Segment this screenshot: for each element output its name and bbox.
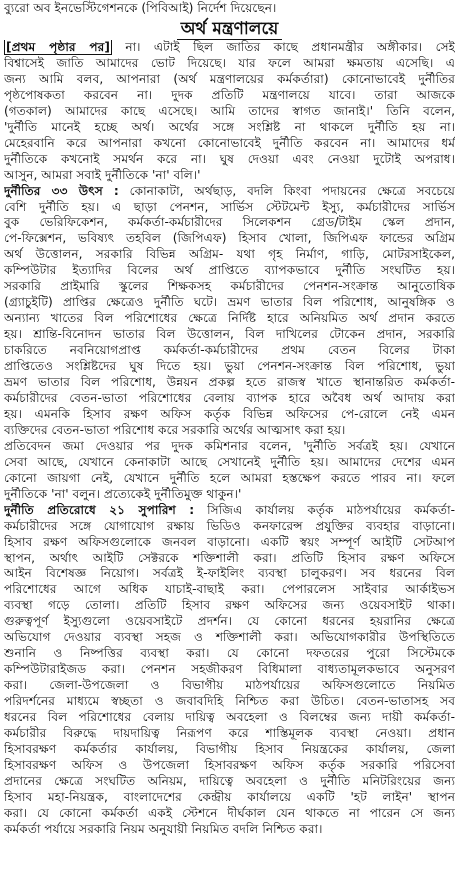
paragraph-intro [4, 40, 455, 184]
text-line [4, 662, 455, 678]
text-line-content: আসুন, আমরা সবাই দুর্নীতিকে 'না' বলি।' [4, 167, 201, 182]
text-line [4, 726, 455, 742]
subheading-corruption-sources: দুর্নীতির ৩৩ উৎস : [4, 183, 119, 198]
text-line-content: অভিযোগ দেওয়ার ব্যবস্থা সহজ ও শক্তিশালী করা। অভিযোগকারীর উপস্থিতিতে [4, 630, 455, 645]
text-line-content: বিশ্বাসেই জাতি আমাদের ভোট দিয়েছে। যার ফলে আমরা ক্ষমতায় এসেছি। এ [4, 55, 455, 70]
text-line [4, 215, 455, 231]
subheading-recommendations: দুর্নীতি প্রতিরোধে ২১ সুপারিশ : [4, 502, 195, 517]
text-line-content: হিসাবরক্ষণ অফিস ও উপজেলা হিসাবরক্ষণ অফিস কর্তৃক সরকারি পরিসেবা [4, 757, 455, 772]
text-line-content: সিজিএ কার্যালয় কর্তৃক মাঠপর্যায়ের কর্মকর্তা- [194, 502, 455, 517]
text-line-content: কোনাকাটা, অর্থছাড়, বদলি কিংবা পদায়নের ক্ষেত্রে সবচেয়ে [118, 183, 455, 198]
text-line-content: কম্পিউটার ইত্যাদির বিলের অর্থ প্রাপ্তিতে ব্যাপকভাবে দুর্নীতি সংঘটিত হয়। [4, 263, 455, 278]
text-line [4, 247, 455, 263]
text-line-content: জন্য আমি বলব, আপনারা (অর্থ মন্ত্রণালয়ের কর্মকর্তারা) কোনোভাবেই দুর্নীতির [4, 71, 455, 86]
text-line-content: কোনো জায়গা নেই, যেখানে দুর্নীতি হলে আমরা হস্তক্ষেপ করতে পারব না। ফলে [4, 470, 455, 485]
text-line [4, 471, 455, 487]
text-line [4, 742, 455, 758]
text-line [4, 535, 455, 551]
text-line [4, 646, 455, 662]
text-line-content: স্থাপন, অর্থাৎ আইটি সেক্টরকে শক্তিশালী করা। প্রতিটি হিসাব রক্ষণ অফিসে [4, 550, 455, 565]
text-line-content: দুর্নীতিকে কখনোই সমর্থন করে না। ঘুষ দেওয়া এবং নেওয়া দুটোই অপরাধ। [4, 151, 455, 166]
text-line [4, 184, 455, 200]
text-line [4, 152, 455, 168]
text-line-content: বেশি দুর্নীতি হয়। এ ছাড়া পেনশন, সার্ভিস স্টেটমেন্ট ইস্যু, কর্মচারীদের সার্ভিস [4, 199, 455, 214]
text-line [4, 758, 455, 774]
text-line [4, 566, 455, 582]
text-line [4, 200, 455, 216]
text-line-content: প্রাপ্তিতেও সংশ্লিষ্টদের ঘুষ দিতে হয়। ভুয়া পেনশন-সংক্রান্ত বিল পরিশোধ, ভুয়া [4, 359, 455, 374]
text-line-content: 'দুর্নীতি মানেই হচ্ছে অর্থ। অর্থের সঙ্গে সংশ্লিষ্ট না থাকলে দুর্নীতি হয় না। [4, 119, 455, 134]
text-line [4, 455, 455, 471]
text-line-content: বুক ভেরিফিকেশন, কর্মকর্তা-কর্মচারীদের সিলেকশন গ্রেড/টাইম স্কেল প্রদান, [4, 215, 455, 230]
text-line-content: কর্মচারীর বিরুদ্ধে দায়দায়িত্ব নিরূপণ করে শাস্তিমূলক ব্যবস্থা নেওয়া। প্রধান [4, 725, 455, 740]
text-line [4, 56, 455, 72]
text-line-content: করা। যে কোনো কর্মকর্তা একই স্টেশনে দীর্ঘকাল যেন থাকতে না পারেন সে জন্য [4, 805, 455, 820]
text-line [4, 343, 455, 359]
text-line-content: প্রতিবেদন জমা দেওয়ার পর দুদক কমিশনার বলেন, 'দুর্নীতি সর্বত্রই হয়। যেখানে [4, 438, 455, 453]
text-line [4, 327, 455, 343]
text-line [4, 551, 455, 567]
text-line [4, 136, 455, 152]
continued-from-tag: [প্রথম পৃষ্ঠার পর] [6, 40, 110, 54]
text-line-content: ধরনের বিল পরিশোধের বেলায় দায়িত্ব অবহেলা ও বিলম্বের জন্য দায়ী কর্মকর্তা- [4, 710, 455, 725]
text-line [4, 598, 455, 614]
text-line [4, 790, 455, 806]
text-line-content: অন্যান্য খাতের বিল পরিশোধের ক্ষেত্রে নির্দিষ্ট হারে অনিয়মিত অর্থ প্রদান করতে [4, 311, 455, 326]
text-line [4, 774, 455, 790]
text-line-content: চাকরিতে নবনিয়োগপ্রাপ্ত কর্মকর্তা-কর্মচারীদের প্রথম বেতন বিলের টাকা [4, 343, 455, 358]
text-line-content: হিসাবরক্ষণ কর্মকর্তার কার্যালয়, বিভাগীয় হিসাব নিয়ন্ত্রকের কার্যালয়, জেলা [4, 741, 455, 756]
text-line-content: (গতকাল) আমাদের কাছে এসেছে। আমি তাদের স্বাগত জানাই।' তিনি বলেন, [4, 103, 455, 118]
text-line [4, 694, 455, 710]
text-line [4, 231, 455, 247]
text-line [4, 359, 455, 375]
text-line-content: গুরুত্বপূর্ণ ইস্যুগুলো ওয়েবসাইটে প্রদর্শন। যে কোনো ধরনের হয়রানির ক্ষেত্রে [4, 614, 455, 629]
text-line-content: ভ্রমণ ভাতার বিল পরিশোধ, উন্নয়ন প্রকল্প হতে রাজস্ব খাতে স্থানান্তরিত কর্মকর্তা- [4, 375, 455, 390]
text-line-content: (গ্র্যাচুইটি) প্রাপ্তির ক্ষেত্রেও দুর্নীতি ঘটে। ভ্রমণ ভাতার বিল পরিশোধ, আনুষঙ্গিক ও [4, 295, 455, 310]
text-line-content: আইন বিশেষজ্ঞ নিয়োগ। সর্বত্রই ই-ফাইলিং ব্যবস্থা চালুকরণ। সব ধরনের বিল [4, 566, 455, 581]
continued-text-line: ব্যুরো অব ইনভেস্টিগেশনকে (পিবিআই) নির্দেশ দিয়েছেন। [4, 1, 277, 15]
text-line [4, 487, 455, 503]
text-line [4, 439, 455, 455]
text-line [4, 710, 455, 726]
paragraph-commissioner-quote [4, 439, 455, 503]
text-line [4, 423, 455, 439]
text-line-content: কর্মচারীদের সঙ্গে যোগাযোগ রক্ষায় ভিডিও কনফারেন্স প্রযুক্তির ব্যবহার বাড়ানো। [4, 518, 455, 533]
text-line-content: শুনানি ও নিষ্পত্তির ব্যবস্থা করা। যে কোনো দফতরের পুরো সিস্টেমকে [4, 646, 455, 661]
text-line [4, 279, 455, 295]
text-line-content: হয়। এমনকি হিসাব রক্ষণ অফিস কর্তৃক বিভিন্ন অফিসের পে-রোলে নেই এমন [4, 406, 455, 421]
text-line [4, 407, 455, 423]
text-line [4, 630, 455, 646]
text-line [4, 519, 455, 535]
text-line [4, 391, 455, 407]
text-line-content: পে-ফিক্সেশন, ভবিষ্যৎ তহবিল (জিপিএফ) হিসাব খোলা, জিপিএফ ফান্ডের অগ্রিম [4, 231, 455, 246]
text-line [4, 582, 455, 598]
text-line-content: না। এটাই ছিল জাতির কাছে প্রধানমন্ত্রীর অঙ্গীকার। সেই [111, 40, 455, 54]
text-line [4, 822, 455, 838]
text-line-content: কর্মকর্তা পর্যায়ে সরকারি নিয়ম অনুযায়ী নিয়মিত বদলি নিশ্চিত করা। [4, 821, 323, 836]
text-line [4, 263, 455, 279]
paragraph-corruption-sources [4, 184, 455, 439]
text-line-content: ব্যবস্থা গড়ে তোলা। প্রতিটি হিসাব রক্ষণ অফিসের জন্য ওয়েবসাইট থাকা। [4, 598, 455, 613]
text-line [4, 40, 455, 56]
text-line-content: সরকারি প্রাইমারি স্কুলের শিক্ষকসহ কর্মচারীদের পেনশন-সংক্রান্ত আনুতোষিক [4, 279, 455, 294]
text-line-content: ব্যক্তিদের বেতন-ভাতা পরিশোধ করে সরকারি অর্থের আত্মসাৎ করা হয়। [4, 422, 346, 437]
text-line-content: পরিশোধের আগে অধিক যাচাই-বাছাই করা। পেপারলেস সাইবার আর্কাইভস [4, 582, 455, 597]
article-headline [4, 18, 455, 40]
text-line [4, 72, 455, 88]
text-line [4, 120, 455, 136]
text-line [4, 375, 455, 391]
text-line [4, 295, 455, 311]
text-line-content: অর্থ উত্তোলন, সরকারি বিভিন্ন অগ্রিম- যথা গৃহ নির্মাণ, গাড়ি, মোটরসাইকেল, [4, 247, 455, 262]
text-line [4, 614, 455, 630]
text-line-content: পৃষ্ঠপোষকতা করবেন না। দুদক প্রতিটি মন্ত্রণালয়ে যাবে। তারা আজকে [4, 87, 455, 102]
text-line [4, 311, 455, 327]
text-line [4, 503, 455, 519]
text-line [4, 678, 455, 694]
text-line-content: পরিদর্শনের মাধ্যমে স্বচ্ছতা ও জবাবদিহি নিশ্চিত করা উচিত। বেতন-ভাতাসহ সব [4, 694, 455, 709]
text-line-content: হয়। শ্রান্তি-বিনোদন ভাতার বিল উত্তোলন, বিল দাখিলের টোকেন প্রদান, সরকারি [4, 327, 455, 342]
text-line-content: মেহেরবানি করে আপনারা কখনো কোনোভাবেই দুর্নীতি করবেন না। আমাদের ধর্ম [4, 135, 455, 150]
paragraph-recommendations [4, 503, 455, 838]
text-line-content: প্রদানের ক্ষেত্রে সংঘটিত অনিয়ম, দায়িত্বে অবহেলা ও দুর্নীতি মনিটরিংয়ের জন্য [4, 773, 455, 788]
text-line [4, 104, 455, 120]
text-line-content: কর্মচারীদের বেতন-ভাতা পরিশোধের বেলায় ব্যাপক হারে অবৈধ অর্থ আদায় করা [4, 390, 455, 405]
text-line-content: হিসাব মহা-নিয়ন্ত্রক, বাংলাদেশের কেন্দ্রীয় কার্যালয়ে একটি 'হট লাইন' স্থাপন [4, 789, 455, 804]
text-line-content: করা। জেলা-উপজেলা ও বিভাগীয় মাঠপর্যায়ের অফিসগুলোতে নিয়মিত [4, 678, 455, 693]
text-line [4, 88, 455, 104]
text-line [4, 806, 455, 822]
text-line [4, 168, 455, 184]
text-line-content: কম্পিউটারাইজড করা। পেনশন সহজীকরণ বিধিমালা বাধ্যতামূলকভাবে অনুসরণ [4, 662, 455, 677]
text-line-content: সেবা আছে, যেখানে কেনাকাটা আছে সেখানেই দুর্নীতি হয়। আমাদের দেশের এমন [4, 454, 455, 469]
text-line-content: দুর্নীতিকে 'না' বলুন। প্রত্যেকেই দুর্নীতিমুক্ত থাকুন।' [4, 486, 242, 501]
text-line-content: হিসাব রক্ষণ অফিসগুলোকে জনবল বাড়ানো। একটি স্বয়ং সম্পূর্ণ আইটি সেটআপ [4, 534, 455, 549]
headline-text: অর্থ মন্ত্রণালয়ে [177, 19, 283, 40]
